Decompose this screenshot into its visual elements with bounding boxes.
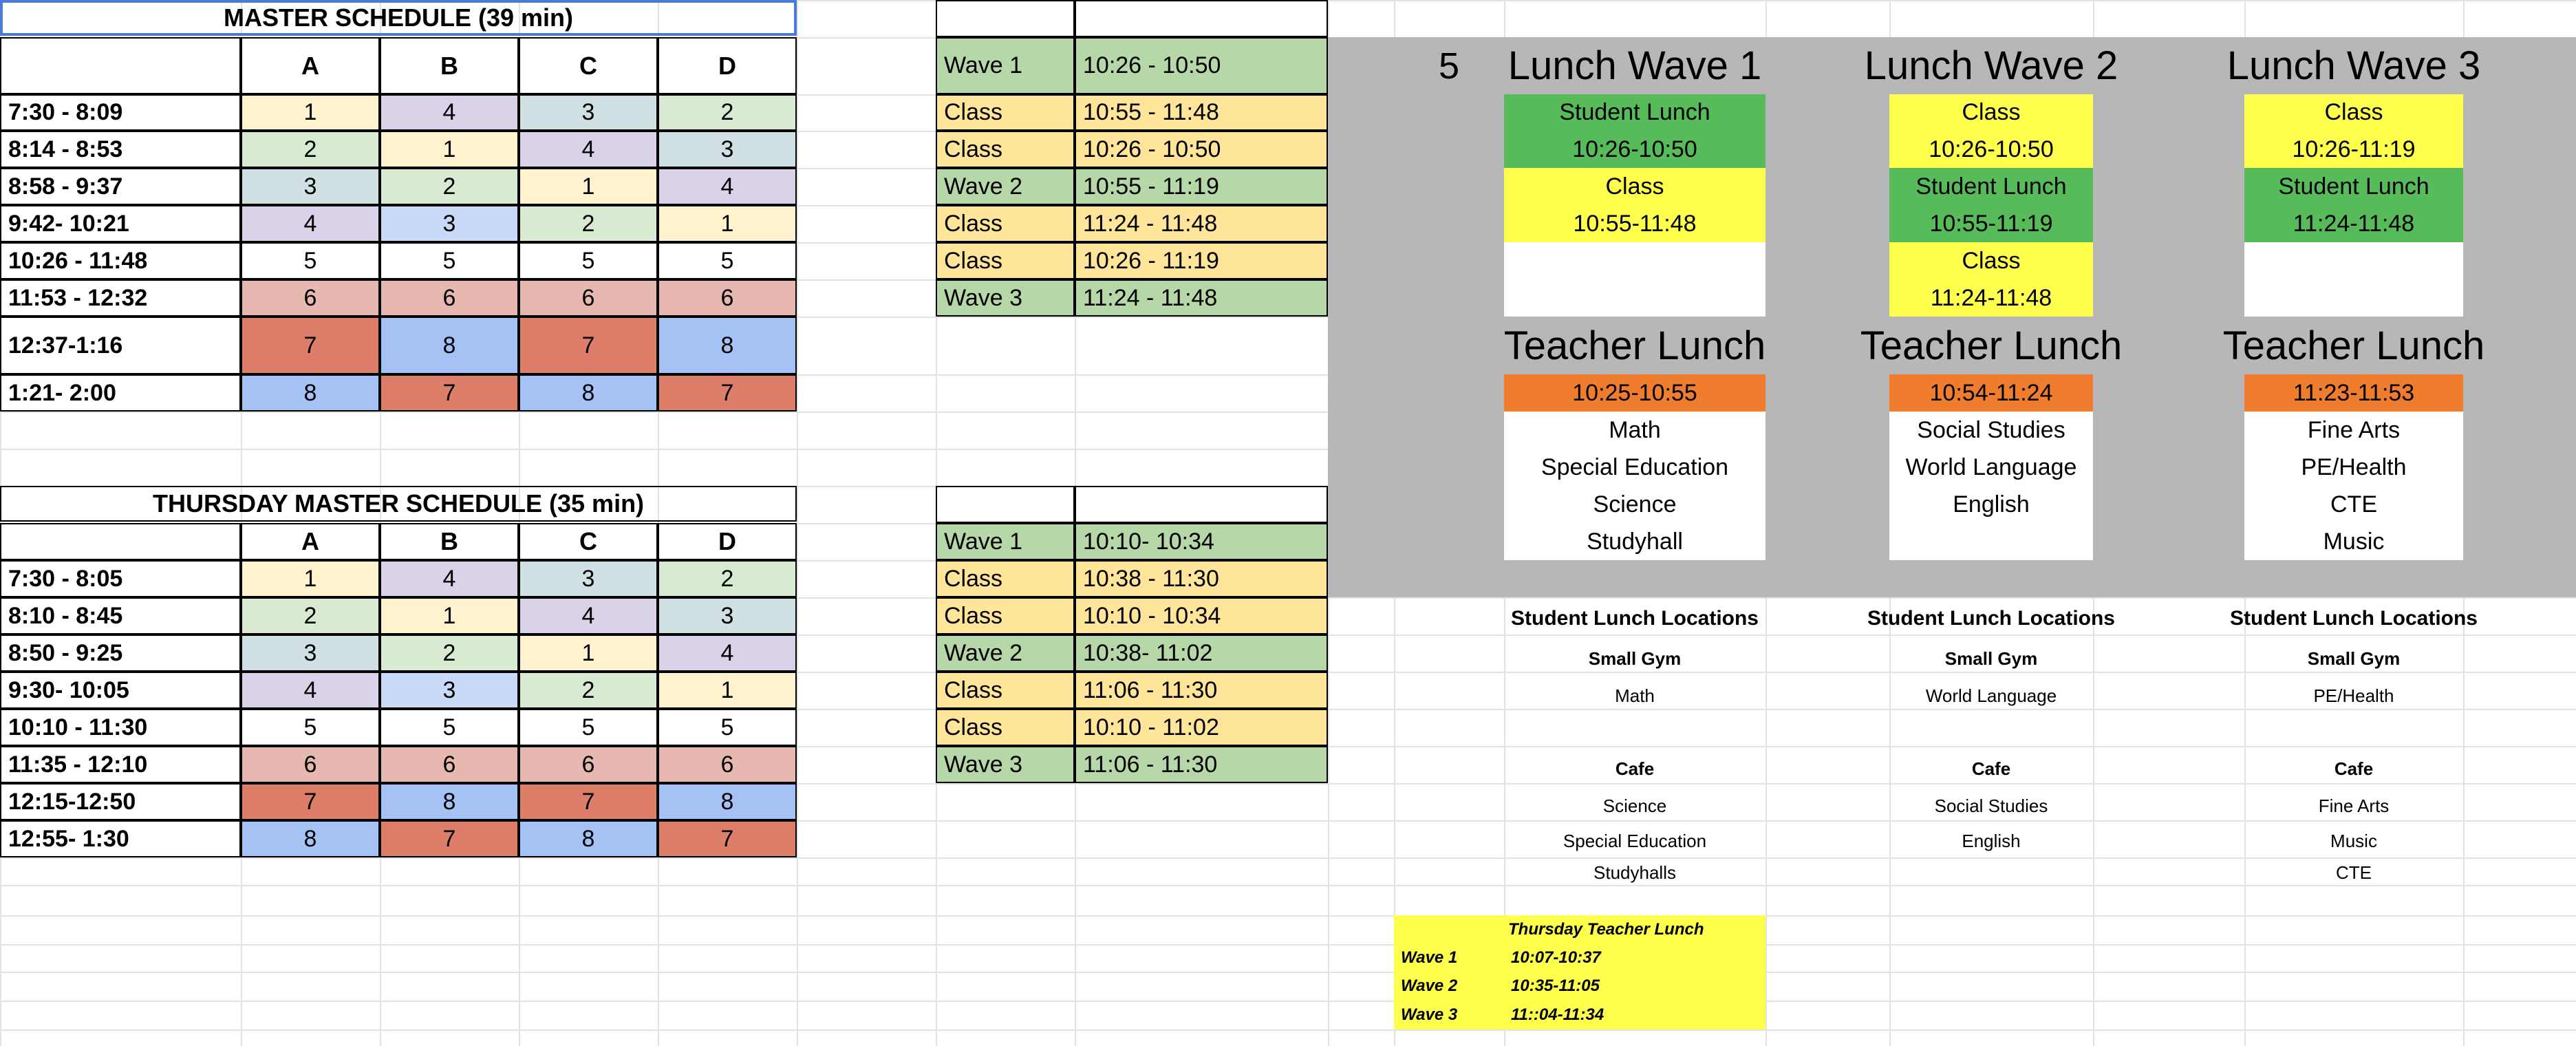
- period-cell[interactable]: 8: [658, 317, 797, 374]
- time-slot[interactable]: 12:55- 1:30: [0, 820, 241, 857]
- time-slot[interactable]: 1:21- 2:00: [0, 374, 241, 412]
- wave-label[interactable]: Class: [936, 672, 1075, 709]
- wave-label[interactable]: Class: [936, 597, 1075, 634]
- wave-time[interactable]: 11:24 - 11:48: [1075, 205, 1328, 242]
- period-cell[interactable]: 1: [380, 597, 519, 634]
- column-header-a[interactable]: A: [241, 37, 380, 94]
- student-lunch-cell[interactable]: [2244, 242, 2463, 279]
- department-cell[interactable]: Music: [2244, 523, 2463, 560]
- period-cell[interactable]: 3: [241, 168, 380, 205]
- lunch-wave-title[interactable]: Lunch Wave 1: [1507, 43, 1762, 88]
- location-cell[interactable]: [1889, 857, 2093, 888]
- wave-label[interactable]: Class: [936, 131, 1075, 168]
- wave-time[interactable]: 10:55 - 11:48: [1075, 94, 1328, 131]
- location-cell[interactable]: Science: [1602, 795, 1667, 816]
- location-cell[interactable]: Small Gym: [2307, 648, 2401, 669]
- period-cell[interactable]: 2: [241, 131, 380, 168]
- period-cell[interactable]: 3: [380, 672, 519, 709]
- wave-label[interactable]: Wave 1: [936, 523, 1075, 560]
- department-cell[interactable]: Studyhall: [1504, 523, 1765, 560]
- column-header-b[interactable]: B: [380, 523, 519, 560]
- location-cell[interactable]: English: [1962, 830, 2021, 851]
- location-cell[interactable]: [1889, 714, 2093, 750]
- location-cell[interactable]: World Language: [1925, 685, 2057, 706]
- location-cell[interactable]: Fine Arts: [2318, 795, 2390, 816]
- period-cell[interactable]: 4: [658, 634, 797, 672]
- period-cell[interactable]: 3: [658, 597, 797, 634]
- period-cell[interactable]: 3: [658, 131, 797, 168]
- thursday-wave-label[interactable]: Wave 3: [1394, 1001, 1504, 1029]
- location-cell[interactable]: Small Gym: [1588, 648, 1682, 669]
- department-cell[interactable]: Social Studies: [1889, 412, 2093, 449]
- student-lunch-cell[interactable]: Student Lunch: [1504, 94, 1765, 131]
- period-cell[interactable]: 4: [519, 131, 658, 168]
- wave-header-blank[interactable]: [936, 0, 1075, 37]
- department-cell[interactable]: Math: [1504, 412, 1765, 449]
- location-cell[interactable]: Studyhalls: [1593, 862, 1676, 883]
- time-slot[interactable]: 7:30 - 8:09: [0, 94, 241, 131]
- period-cell[interactable]: 5: [380, 709, 519, 746]
- wave-label[interactable]: Wave 2: [936, 634, 1075, 672]
- time-slot[interactable]: 11:35 - 12:10: [0, 746, 241, 783]
- period-cell[interactable]: 4: [380, 560, 519, 597]
- wave-time[interactable]: 10:38- 11:02: [1075, 634, 1328, 672]
- period-cell[interactable]: 2: [519, 205, 658, 242]
- student-lunch-cell[interactable]: 10:26-10:50: [1889, 131, 2093, 168]
- time-slot[interactable]: 8:58 - 9:37: [0, 168, 241, 205]
- student-lunch-cell[interactable]: Class: [1504, 168, 1765, 205]
- time-slot[interactable]: 9:42- 10:21: [0, 205, 241, 242]
- period-cell[interactable]: 5: [241, 242, 380, 279]
- student-lunch-cell[interactable]: 10:55-11:48: [1504, 205, 1765, 242]
- period-cell[interactable]: 2: [241, 597, 380, 634]
- location-cell[interactable]: [2244, 714, 2463, 750]
- time-slot[interactable]: 12:15-12:50: [0, 783, 241, 820]
- student-lunch-cell[interactable]: 11:24-11:48: [2244, 205, 2463, 242]
- wave-label[interactable]: Wave 1: [936, 37, 1075, 94]
- student-lunch-cell[interactable]: Student Lunch: [1889, 168, 2093, 205]
- period-cell[interactable]: 7: [380, 820, 519, 857]
- period-cell[interactable]: 5: [519, 242, 658, 279]
- period-cell[interactable]: 3: [519, 94, 658, 131]
- teacher-lunch-title[interactable]: Teacher Lunch: [1503, 323, 1766, 368]
- wave-label[interactable]: Class: [936, 94, 1075, 131]
- gridline: [0, 944, 2576, 946]
- student-lunch-cell[interactable]: [1504, 279, 1765, 317]
- wave-label[interactable]: Class: [936, 709, 1075, 746]
- period-cell[interactable]: 2: [380, 168, 519, 205]
- wave-time[interactable]: 10:10- 10:34: [1075, 523, 1328, 560]
- wave-time[interactable]: 10:26 - 10:50: [1075, 131, 1328, 168]
- wave-label[interactable]: Class: [936, 560, 1075, 597]
- period-number[interactable]: 5: [1438, 45, 1460, 87]
- gridline: [0, 885, 2576, 886]
- wave-time[interactable]: 11:24 - 11:48: [1075, 279, 1328, 317]
- department-cell[interactable]: English: [1889, 486, 2093, 523]
- period-cell[interactable]: 8: [519, 374, 658, 412]
- teacher-lunch-title[interactable]: Teacher Lunch: [2222, 323, 2485, 368]
- period-cell[interactable]: 5: [380, 242, 519, 279]
- period-cell[interactable]: 8: [380, 783, 519, 820]
- period-cell[interactable]: 2: [380, 634, 519, 672]
- gridline: [0, 915, 2576, 917]
- thursday-wave-label[interactable]: Wave 1: [1394, 944, 1504, 972]
- period-cell[interactable]: 1: [658, 205, 797, 242]
- column-header-d[interactable]: D: [658, 37, 797, 94]
- department-cell[interactable]: [1889, 523, 2093, 560]
- period-cell[interactable]: 4: [658, 168, 797, 205]
- thursday-wave-time[interactable]: 10:07-10:37: [1504, 944, 1765, 972]
- wave-label[interactable]: Class: [936, 205, 1075, 242]
- locations-title[interactable]: Student Lunch Locations: [1867, 607, 2115, 630]
- lunch-wave-title[interactable]: Lunch Wave 3: [2226, 43, 2481, 88]
- student-lunch-cell[interactable]: Class: [2244, 94, 2463, 131]
- period-cell[interactable]: 1: [519, 634, 658, 672]
- period-cell[interactable]: 3: [519, 560, 658, 597]
- student-lunch-cell[interactable]: [2244, 279, 2463, 317]
- department-cell[interactable]: Fine Arts: [2244, 412, 2463, 449]
- period-cell[interactable]: 3: [241, 634, 380, 672]
- location-cell[interactable]: CTE: [2336, 862, 2372, 883]
- gridline: [0, 1029, 2576, 1031]
- period-cell[interactable]: 6: [519, 746, 658, 783]
- location-cell[interactable]: Math: [1615, 685, 1655, 706]
- location-cell[interactable]: Social Studies: [1934, 795, 2048, 816]
- wave-time[interactable]: 11:06 - 11:30: [1075, 746, 1328, 783]
- wave-time[interactable]: 10:10 - 10:34: [1075, 597, 1328, 634]
- gridline: [0, 972, 2576, 973]
- period-cell[interactable]: 1: [241, 94, 380, 131]
- period-cell[interactable]: 6: [241, 746, 380, 783]
- period-cell[interactable]: 6: [519, 279, 658, 317]
- period-cell[interactable]: 6: [241, 279, 380, 317]
- time-slot[interactable]: 8:10 - 8:45: [0, 597, 241, 634]
- period-cell[interactable]: 1: [658, 672, 797, 709]
- location-cell[interactable]: [1504, 714, 1765, 750]
- time-slot[interactable]: 7:30 - 8:05: [0, 560, 241, 597]
- period-cell[interactable]: 8: [519, 820, 658, 857]
- wave-header-blank[interactable]: [1075, 486, 1328, 523]
- period-cell[interactable]: 7: [241, 783, 380, 820]
- locations-title[interactable]: Student Lunch Locations: [2230, 607, 2478, 630]
- period-cell[interactable]: 4: [241, 672, 380, 709]
- location-cell[interactable]: Cafe: [1971, 758, 2011, 779]
- department-cell[interactable]: PE/Health: [2244, 449, 2463, 486]
- student-lunch-cell[interactable]: 11:24-11:48: [1889, 279, 2093, 317]
- period-cell[interactable]: 4: [241, 205, 380, 242]
- location-cell[interactable]: Special Education: [1563, 830, 1707, 851]
- period-cell[interactable]: 3: [380, 205, 519, 242]
- location-cell[interactable]: Cafe: [2334, 758, 2374, 779]
- locations-title[interactable]: Student Lunch Locations: [1511, 607, 1759, 630]
- teacher-lunch-time[interactable]: 10:25-10:55: [1504, 374, 1765, 412]
- period-cell[interactable]: 8: [241, 374, 380, 412]
- time-slot[interactable]: 12:37-1:16: [0, 317, 241, 374]
- wave-label[interactable]: Wave 3: [936, 279, 1075, 317]
- period-cell[interactable]: 6: [658, 279, 797, 317]
- location-cell[interactable]: PE/Health: [2313, 685, 2394, 706]
- period-cell[interactable]: 7: [241, 317, 380, 374]
- location-cell[interactable]: Music: [2330, 830, 2377, 851]
- student-lunch-cell[interactable]: Class: [1889, 94, 2093, 131]
- time-slot[interactable]: 10:26 - 11:48: [0, 242, 241, 279]
- column-header-c[interactable]: C: [519, 523, 658, 560]
- period-cell[interactable]: 7: [380, 374, 519, 412]
- schedule-title[interactable]: MASTER SCHEDULE (39 min): [0, 0, 797, 36]
- wave-label[interactable]: Wave 2: [936, 168, 1075, 205]
- time-slot[interactable]: 8:14 - 8:53: [0, 131, 241, 168]
- period-cell[interactable]: 1: [380, 131, 519, 168]
- lunch-wave-title[interactable]: Lunch Wave 2: [1864, 43, 2118, 88]
- column-header-b[interactable]: B: [380, 37, 519, 94]
- teacher-lunch-time[interactable]: 11:23-11:53: [2244, 374, 2463, 412]
- period-cell[interactable]: 6: [380, 279, 519, 317]
- thursday-teacher-lunch-title[interactable]: Thursday Teacher Lunch: [1394, 915, 1765, 944]
- location-cell[interactable]: Small Gym: [1944, 648, 2038, 669]
- wave-time[interactable]: 10:26 - 10:50: [1075, 37, 1328, 94]
- time-slot[interactable]: 9:30- 10:05: [0, 672, 241, 709]
- schedule-title[interactable]: THURSDAY MASTER SCHEDULE (35 min): [0, 486, 797, 522]
- department-cell[interactable]: Science: [1504, 486, 1765, 523]
- period-cell[interactable]: 2: [658, 560, 797, 597]
- period-cell[interactable]: 5: [658, 242, 797, 279]
- wave-header-blank[interactable]: [936, 486, 1075, 523]
- wave-label[interactable]: Wave 3: [936, 746, 1075, 783]
- wave-time[interactable]: 10:38 - 11:30: [1075, 560, 1328, 597]
- period-cell[interactable]: 5: [241, 709, 380, 746]
- student-lunch-cell[interactable]: 10:26-10:50: [1504, 131, 1765, 168]
- column-header-a[interactable]: A: [241, 523, 380, 560]
- wave-time[interactable]: 11:06 - 11:30: [1075, 672, 1328, 709]
- student-lunch-cell[interactable]: Class: [1889, 242, 2093, 279]
- period-cell[interactable]: 7: [658, 374, 797, 412]
- period-cell[interactable]: 1: [519, 168, 658, 205]
- period-cell[interactable]: 2: [519, 672, 658, 709]
- period-cell[interactable]: 8: [380, 317, 519, 374]
- wave-header-blank[interactable]: [1075, 0, 1328, 37]
- gridline: [0, 1001, 2576, 1002]
- wave-time[interactable]: 10:10 - 11:02: [1075, 709, 1328, 746]
- thursday-wave-label[interactable]: Wave 2: [1394, 972, 1504, 1001]
- period-cell[interactable]: 7: [519, 783, 658, 820]
- period-cell[interactable]: 5: [658, 709, 797, 746]
- period-cell[interactable]: 8: [658, 783, 797, 820]
- header-blank[interactable]: [0, 37, 241, 94]
- time-slot[interactable]: 11:53 - 12:32: [0, 279, 241, 317]
- column-header-d[interactable]: D: [658, 523, 797, 560]
- thursday-wave-time[interactable]: 11::04-11:34: [1504, 1001, 1765, 1029]
- teacher-lunch-time[interactable]: 10:54-11:24: [1889, 374, 2093, 412]
- time-slot[interactable]: 8:50 - 9:25: [0, 634, 241, 672]
- period-cell[interactable]: 7: [519, 317, 658, 374]
- student-lunch-cell[interactable]: [1504, 242, 1765, 279]
- student-lunch-cell[interactable]: Student Lunch: [2244, 168, 2463, 205]
- department-cell[interactable]: World Language: [1889, 449, 2093, 486]
- department-cell[interactable]: Special Education: [1504, 449, 1765, 486]
- column-header-c[interactable]: C: [519, 37, 658, 94]
- period-cell[interactable]: 4: [380, 94, 519, 131]
- teacher-lunch-title[interactable]: Teacher Lunch: [1860, 323, 2123, 368]
- location-cell[interactable]: Cafe: [1615, 758, 1655, 779]
- student-lunch-cell[interactable]: 10:55-11:19: [1889, 205, 2093, 242]
- gridline: [0, 857, 2576, 859]
- period-cell[interactable]: 6: [380, 746, 519, 783]
- period-cell[interactable]: 7: [658, 820, 797, 857]
- wave-time[interactable]: 10:55 - 11:19: [1075, 168, 1328, 205]
- period-cell[interactable]: 8: [241, 820, 380, 857]
- period-cell[interactable]: 1: [241, 560, 380, 597]
- period-cell[interactable]: 5: [519, 709, 658, 746]
- student-lunch-cell[interactable]: 10:26-11:19: [2244, 131, 2463, 168]
- period-cell[interactable]: 4: [519, 597, 658, 634]
- period-cell[interactable]: 2: [658, 94, 797, 131]
- wave-label[interactable]: Class: [936, 242, 1075, 279]
- thursday-wave-time[interactable]: 10:35-11:05: [1504, 972, 1765, 1001]
- period-cell[interactable]: 6: [658, 746, 797, 783]
- department-cell[interactable]: CTE: [2244, 486, 2463, 523]
- header-blank[interactable]: [0, 523, 241, 560]
- wave-time[interactable]: 10:26 - 11:19: [1075, 242, 1328, 279]
- time-slot[interactable]: 10:10 - 11:30: [0, 709, 241, 746]
